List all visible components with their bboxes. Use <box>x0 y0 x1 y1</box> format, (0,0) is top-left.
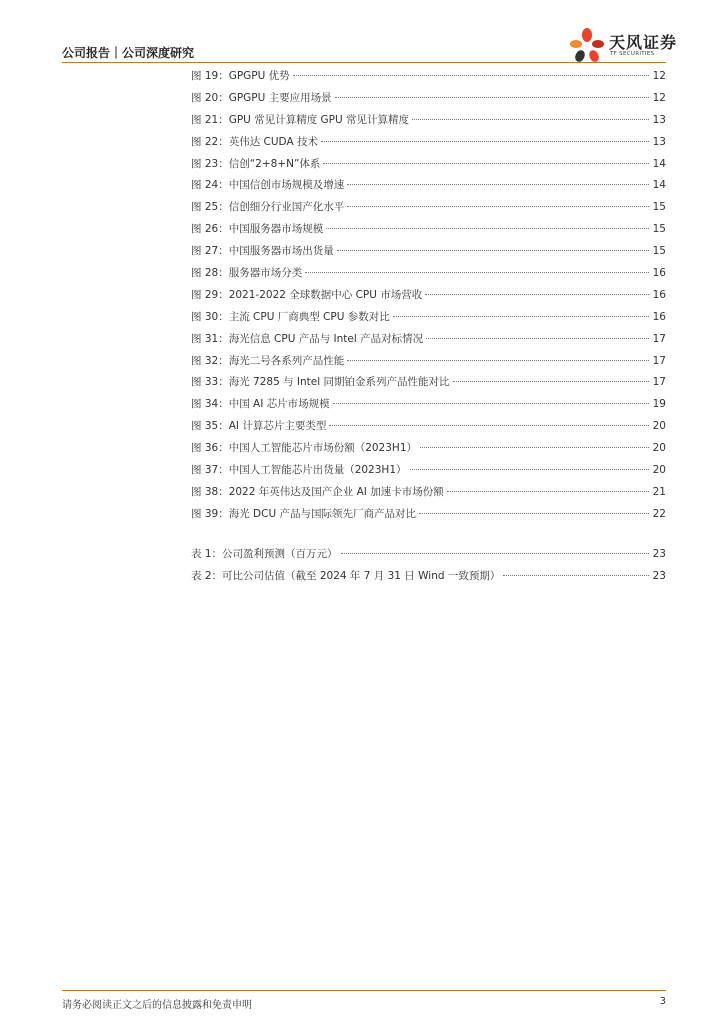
toc-entry-title: 表 1：公司盈利预测（百万元） <box>191 548 338 560</box>
toc-entry-title: 图 35：AI 计算芯片主要类型 <box>191 420 327 433</box>
flower-logo-icon <box>567 26 607 66</box>
toc-leader-dots <box>293 75 649 76</box>
toc-entry-title: 表 2：可比公司估值（截至 2024 年 7 月 31 日 Wind 一致预期） <box>191 569 501 582</box>
toc-entry-title: 图 28：服务器市场分类 <box>191 267 303 280</box>
toc-entry-page: 12 <box>652 91 666 104</box>
toc-entry-page: 23 <box>652 569 666 582</box>
toc-entry-title: 图 20：GPGPU 主要应用场景 <box>191 91 332 104</box>
toc-leader-dots <box>453 381 649 382</box>
toc-entry-title: 图 23：信创“2+8+N”体系 <box>191 157 321 170</box>
logo-english-name: TF SECURITIES <box>610 51 655 57</box>
toc-entry[interactable] <box>62 546 666 568</box>
toc-entry-title: 图 24：中国信创市场规模及增速 <box>191 179 345 192</box>
toc-entry[interactable] <box>62 506 666 528</box>
toc-entry-title: 图 21：GPU 常见计算精度 GPU 常见计算精度 <box>191 113 410 126</box>
toc-entry-title: 图 39：海光 DCU 产品与国际领先厂商产品对比 <box>191 507 416 520</box>
toc-entry[interactable] <box>62 134 666 156</box>
toc-entry[interactable] <box>62 353 666 375</box>
toc-entry[interactable] <box>62 309 666 331</box>
toc-entry[interactable] <box>62 156 666 178</box>
toc-leader-dots <box>335 97 649 98</box>
toc-leader-dots <box>329 425 649 426</box>
footer-disclaimer: 请务必阅读正文之后的信息披露和免责申明 <box>62 1000 252 1011</box>
toc-entry[interactable] <box>62 440 666 462</box>
toc-entry-title: 图 29：2021-2022 全球数据中心 CPU 市场营收 <box>191 288 423 301</box>
toc-entry-title: 图 34：中国 AI 芯片市场规模 <box>191 398 330 411</box>
toc-leader-dots <box>347 206 649 207</box>
footer-divider <box>62 990 666 991</box>
toc-entry-title: 图 19：GPGPU 优势 <box>191 70 290 82</box>
toc-entry[interactable] <box>62 484 666 506</box>
page-number: 3 <box>659 996 666 1007</box>
toc-leader-dots <box>323 163 649 164</box>
toc-entry-page: 19 <box>652 398 666 411</box>
toc-entry-title: 图 26：中国服务器市场规模 <box>191 223 324 236</box>
toc-entry-page: 22 <box>652 507 666 520</box>
toc-entry-title: 图 30：主流 CPU 厂商典型 CPU 参数对比 <box>191 310 390 323</box>
toc-leader-dots <box>410 469 650 470</box>
toc-entry-title: 图 22：英伟达 CUDA 技术 <box>191 135 318 148</box>
toc-leader-dots <box>341 553 649 554</box>
toc-entry[interactable] <box>62 177 666 199</box>
toc-entry[interactable] <box>62 331 666 353</box>
toc-entry-page: 20 <box>652 464 666 477</box>
toc-leader-dots <box>347 184 649 185</box>
toc-entry[interactable] <box>62 68 666 90</box>
toc-entry-page: 23 <box>652 548 666 560</box>
toc-entry-page: 17 <box>652 354 666 367</box>
figure-list <box>62 68 666 528</box>
toc-entry[interactable] <box>62 243 666 265</box>
toc-leader-dots <box>347 360 649 361</box>
toc-entry-page: 14 <box>652 179 666 192</box>
toc-entry-page: 21 <box>652 485 666 498</box>
toc-entry-page: 13 <box>652 113 666 126</box>
toc-entry[interactable] <box>62 374 666 396</box>
toc-entry-page: 17 <box>652 376 666 389</box>
toc-entry[interactable] <box>62 199 666 221</box>
toc-entry-page: 14 <box>652 157 666 170</box>
toc-leader-dots <box>393 316 649 317</box>
header-divider <box>62 62 666 63</box>
toc-entry[interactable] <box>62 287 666 309</box>
table-list <box>62 546 666 590</box>
toc-leader-dots <box>305 272 649 273</box>
toc-entry[interactable] <box>62 112 666 134</box>
logo-chinese-name: 天风证券 <box>609 33 678 52</box>
toc-entry-page: 13 <box>652 135 666 148</box>
toc-entry[interactable] <box>62 221 666 243</box>
toc-entry[interactable] <box>62 568 666 590</box>
report-type-label: 公司报告｜公司深度研究 <box>62 46 195 60</box>
company-logo <box>567 26 677 66</box>
toc-leader-dots <box>419 513 649 514</box>
toc-leader-dots <box>426 338 649 339</box>
toc-entry[interactable] <box>62 396 666 418</box>
toc-entry-title: 图 33：海光 7285 与 Intel 同期铂金系列产品性能对比 <box>191 376 450 389</box>
toc-entry-title: 图 36：中国人工智能芯片市场份额（2023H1） <box>191 442 417 455</box>
toc-entry-page: 16 <box>652 267 666 280</box>
toc-entry[interactable] <box>62 90 666 112</box>
toc-entry[interactable] <box>62 265 666 287</box>
toc-entry-page: 20 <box>652 442 666 455</box>
toc-entry[interactable] <box>62 418 666 440</box>
toc-entry-page: 16 <box>652 288 666 301</box>
toc-entry-page: 20 <box>652 420 666 433</box>
toc-leader-dots <box>425 294 649 295</box>
toc-leader-dots <box>503 575 649 576</box>
toc-leader-dots <box>420 447 649 448</box>
toc-leader-dots <box>321 141 649 142</box>
toc-entry-title: 图 27：中国服务器市场出货量 <box>191 245 334 258</box>
toc-leader-dots <box>412 119 649 120</box>
toc-leader-dots <box>337 250 649 251</box>
toc-leader-dots <box>333 403 649 404</box>
toc-entry-page: 17 <box>652 332 666 345</box>
toc-entry-page: 12 <box>652 70 666 82</box>
toc-entry-title: 图 25：信创细分行业国产化水平 <box>191 201 345 214</box>
toc-leader-dots <box>326 228 649 229</box>
toc-entry-page: 15 <box>652 201 666 214</box>
toc-entry-title: 图 37：中国人工智能芯片出货量（2023H1） <box>191 464 407 477</box>
toc-entry-page: 15 <box>652 223 666 236</box>
toc-leader-dots <box>447 491 649 492</box>
toc-entry-title: 图 31：海光信息 CPU 产品与 Intel 产品对标情况 <box>191 332 424 345</box>
toc-entry-title: 图 38：2022 年英伟达及国产企业 AI 加速卡市场份额 <box>191 485 444 498</box>
toc-entry[interactable] <box>62 462 666 484</box>
toc-entry-title: 图 32：海光二号各系列产品性能 <box>191 354 345 367</box>
toc-entry-page: 16 <box>652 310 666 323</box>
toc-entry-page: 15 <box>652 245 666 258</box>
